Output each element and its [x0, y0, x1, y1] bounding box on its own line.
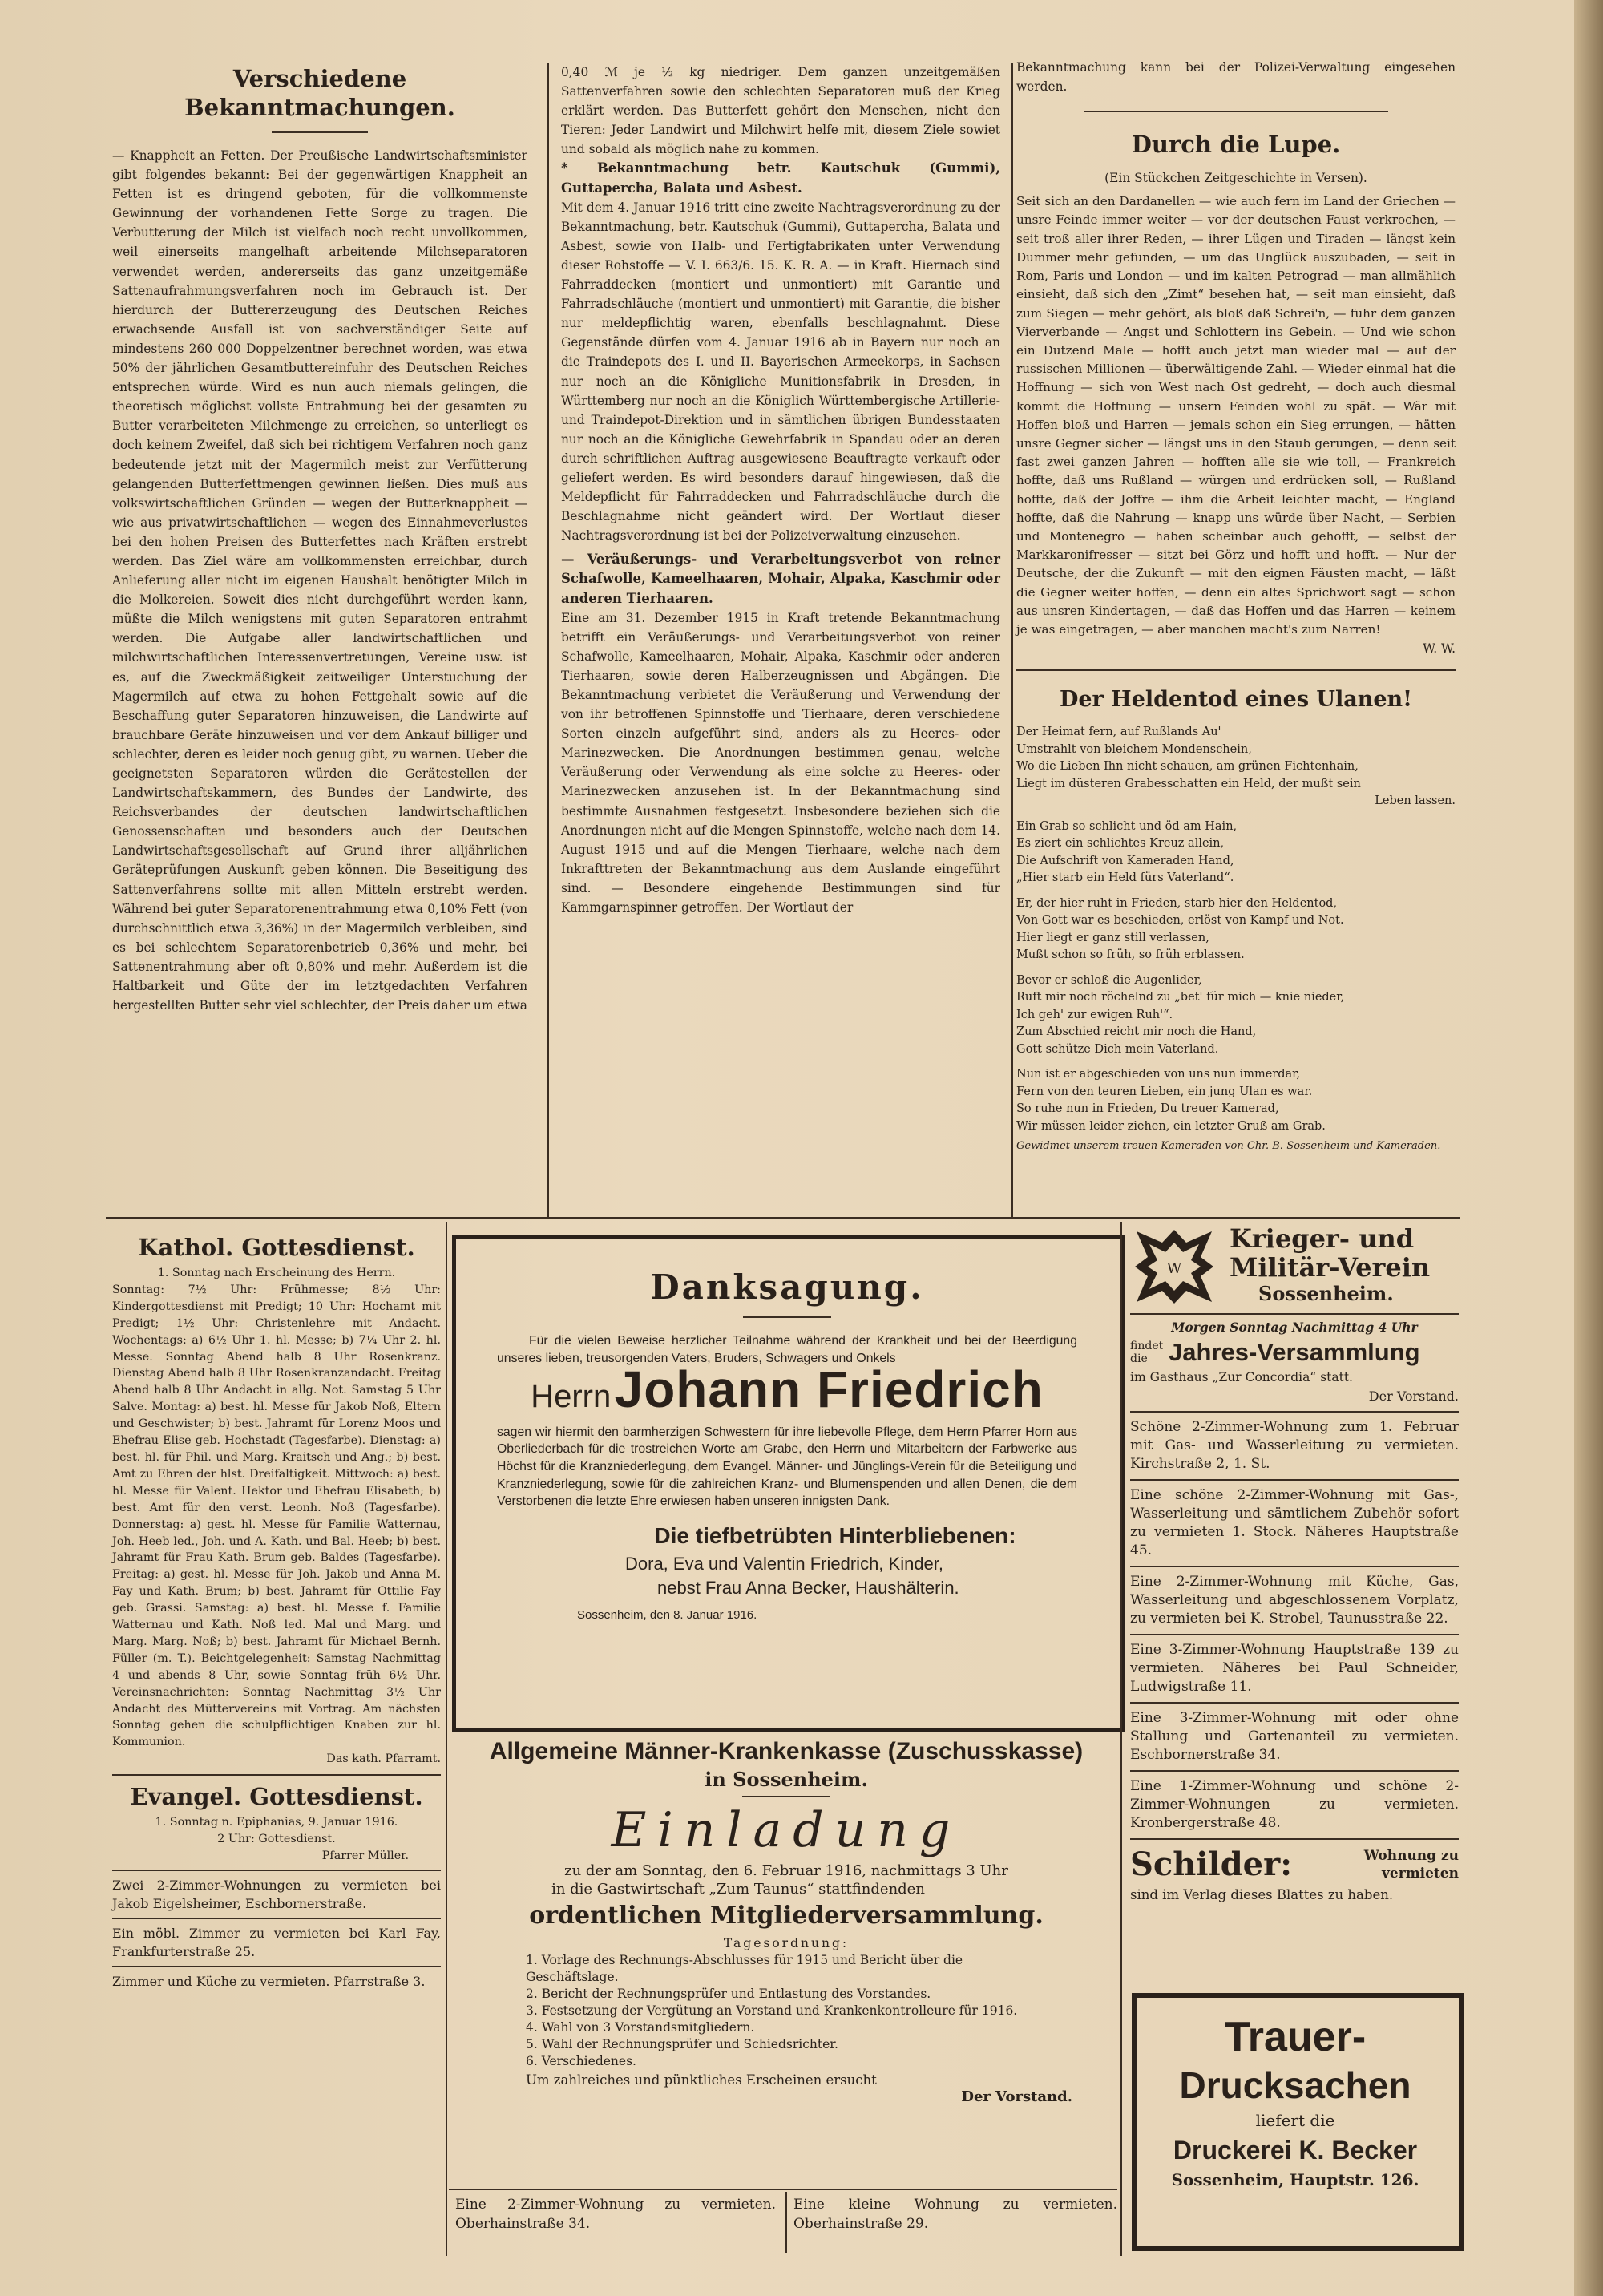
bottom-left-column: [112, 1233, 441, 1991]
evangel-heading: Evangel. Gottesdienst.: [130, 1783, 423, 1811]
right-column: [1130, 1223, 1459, 1904]
ad-oberhain-34: [455, 2195, 776, 2233]
rule: [1130, 1411, 1459, 1413]
danksagung-date: Sossenheim, den 8. Januar 1916.: [577, 1607, 757, 1622]
mourners: Die tiefbetrübten Hinterbliebenen:: [654, 1522, 1016, 1548]
column-rule: [547, 63, 549, 1217]
danksagung-title: Danksagung.: [650, 1267, 924, 1307]
poem-line: Von Gott war es beschieden, erlöst von Kampf und Not.: [1016, 914, 1344, 928]
right-ads: [1130, 1411, 1459, 1840]
poem-line: Leben lassen.: [1375, 794, 1456, 808]
agenda-item: 4. Wahl von 3 Vorstandsmitgliedern.: [526, 2020, 755, 2035]
wolle-heading: — Veräußerungs- und Verarbeitungsverbot von reiner Schafwolle, Kameelhaaren, Mohair, Alpaka, Kaschmir oder anderen Tierhaaren.: [561, 552, 1000, 606]
kautschuk-text: Mit dem 4. Januar 1916 tritt eine zweite Nachtragsverordnung zu der Bekanntmachung, betr. Kautschuk (Gummi), Guttapercha, Balata und Asbest, sowie von Halb- und Fertigfabrikaten unter Verwendung dieser Rohstoffe — V. I. 663/6. 15. K. R. A. — in Kraft. Hiernach sind Fahrraddecken (montiert und unmontiert) mit Garantie und Fahrradschläuche (montiert und unmontiert) mit Garantie, die bisher nur meldepflichtig waren, ebenfalls beschlagnahmt. Diese Gegenstände dürfen vom 4. Januar 1916 ab in Bayern nur noch an die Traindepots des I. und II. Bayerischen Armeekorps, in Sachsen nur noch an die Königliche Munitionsfabrik in Dresden, in Württemberg nur noch an die Königlich Württembergische Artillerie- und Traindepot-Direktion und in sämtlichen übrigen Bundesstaaten nur noch an die Königliche Gewehrfabrik in Spandau oder an deren durch schriftlichen Auftrag ausgewiesene Beauftragte verkauft oder geliefert werden. Es wird besonders darauf hingewiesen, daß die Meldepflicht für Fahrraddecken und Fahrradschläuche durch die Beschlagnahme nicht geändert wird. Der Wortlaut dieser Nachtragsverordnung ist bei der Polizeiverwaltung einzusehen.: [561, 200, 1000, 544]
rule: [743, 1316, 831, 1318]
page-edge: [1574, 0, 1603, 2296]
poem-line: Wo die Lieben Ihn nicht schauen, am grünen Fichtenhain,: [1016, 760, 1359, 774]
ad-kueche: Zimmer und Küche zu vermieten. Pfarrstraße 3.: [112, 1973, 426, 1989]
column-rule: [446, 1222, 447, 2256]
verein-block: [1130, 1223, 1459, 1310]
schilder-block: [1130, 1845, 1459, 1886]
agenda-item: 2. Bericht der Rechnungsprüfer und Entlastung des Vorstandes.: [526, 1987, 931, 2001]
schilder-label: Schilder:: [1130, 1845, 1292, 1883]
poem-line: Bevor er schloß die Augenlider,: [1016, 973, 1202, 987]
name-line: [497, 1360, 1077, 1419]
poem-line: [1016, 887, 1456, 895]
jahres-versammlung: Jahres-Versammlung: [1169, 1338, 1420, 1366]
trauer-2: Drucksachen: [1179, 2064, 1411, 2106]
svg-text:W: W: [1166, 1260, 1182, 1277]
evangel-pastor: Pfarrer Müller.: [321, 1849, 409, 1862]
rule: [1130, 1313, 1459, 1315]
article-cont: 0,40 ℳ je ½ kg niedriger. Dem ganzen unzeitgemäßen Sattenverfahren sowie den schlechten Separatoren muß der Krieg erklärt werden. Das Butterfett gehört den Menschen, nicht den Tieren: Jeder Landwirt und Milchwirt helfe mit, diesem Ziele sowiet und sobald als möglich nahe zu kommen.: [561, 65, 1000, 157]
kathol-text: Sonntag: 7½ Uhr: Frühmesse; 8½ Uhr: Kindergottesdienst mit Predigt; 10 Uhr: Hochamt mit Predigt; 1½ Uhr: Christenlehre mit Andacht. Wochentags: a) 6½ Uhr 1. hl. Messe; b) 7¼ Uhr 2. hl. Messe. Sonntag Abend halb 8 Uhr Rosenkranz. Dienstag Abend halb 8 Uhr Rosenkranzandacht. Freitag Abend halb 8 Uhr Andacht in allg. Not. Samstag 5 Uhr Salve. Montag: a) best. hl. Messe für Jakob Noß, Eltern und Geschwister; b) best. Jahramt für Lorenz Moos und Ehefrau Elise geb. Hochstadt (Tagesfarbe). Dienstag: a) best. hl. für Phil. und Marg. Kraitsch und Ang.; b) best. Amt zu Ehren der hlst. Dreifaltigkeit. Mittwoch: a) best. hl. Messe für Valent. Hektor und Ehefrau Elisabeth; b) best. Amt für den verst. Leonh. Noß (Tagesfarbe). Donnerstag: a) gest. hl. Messe für Familie Watternau, Joh. Heeb led., Joh. und A. Kath. und Bal. Heeb; b) best. Jahramt für Frau Kath. Brum geb. Baldes (Tagesfarbe). Freitag: a) gest. hl. Messe für Joh. Jakob und Anna M. Fay und Kath. Brum; b) best. Jahramt für Ottilie Fay geb. Grassi. Samstag: a) best. hl. Messe f. Familie Watternau und Kath. Noß led. Mal und Marg. und Marg. Marg. Noß; b) best. Jahramt für Michael Bernh. Füller (m. T.). Beichtgelegenheit: Samstag Nachmittag 4 und abends 8 Uhr, sowie Sonntag früh 6½ Uhr. Vereinsnachrichten: Sonntag Nachmittag 3½ Uhr Andacht des Müttervereins mit Vortrag. Am nächsten Sonntag gehen die schulpflichtigen Knaben zur hl. Kommunion.: [112, 1283, 441, 1749]
danksagung-body: sagen wir hiermit den barmherzigen Schwestern für ihre liebevolle Pflege, dem Herrn Pfarrer Horn aus Oberliederbach für die trostreichen Worte am Grabe, den Herrn und Mitarbeitern der Farbwerke aus Höchst für die Kranzniederlegung, dem Evangel. Männer- und Jünglings-Verein für die Beteiligung und Kranzniederlegung, sowie für die zahlreichen Kranz- und Blumenspenden und allen Denen, die dem Verstorbenen die letzte Ehre erwiesen haben unseren innigsten Dank.: [497, 1425, 1077, 1509]
agenda-item: 5. Wahl der Rechnungsprüfer und Schiedsrichter.: [526, 2037, 838, 2051]
agenda-item: 6. Verschiedenes.: [526, 2054, 636, 2068]
agenda-item: 3. Festsetzung der Vergütung an Vorstand und Krankenkontrolleure für 1916.: [526, 2003, 1018, 2018]
rule: [1130, 1770, 1459, 1772]
rule: [112, 1918, 441, 1919]
kasse-title: Allgemeine Männer-Krankenkasse (Zuschusskasse): [489, 1738, 1084, 1764]
classified-ad: Eine 2-Zimmer-Wohnung mit Küche, Gas, Wasserleitung und abgeschlossenem Vorplatz, zu vermieten bei K. Strobel, Taunusstraße 22.: [1130, 1574, 1459, 1627]
schilder-text: Wohnung zu vermieten: [1363, 1848, 1459, 1882]
column-2: [561, 63, 1000, 917]
column-rule: [785, 2192, 787, 2253]
krankenkasse: [454, 1736, 1119, 2105]
poem-line: Der Heimat fern, auf Rußlands Au': [1016, 726, 1221, 739]
trauer-3: liefert die: [1255, 2111, 1335, 2130]
kathol-subtitle: 1. Sonntag nach Erscheinung des Herrn.: [157, 1267, 396, 1279]
ad-zimmer: Ein möbl. Zimmer zu vermieten bei Karl Fay, Frankfurterstraße 25.: [112, 1925, 441, 1959]
danksagung-intro: Für die vielen Beweise herzlicher Teilnahme während der Krankheit und bei der Beerdigung unseres lieben, treusorgenden Vaters, Bruders, Schwagers und Onkels: [497, 1334, 1077, 1365]
schilder-info: sind im Verlag dieses Blattes zu haben.: [1130, 1887, 1394, 1902]
poem-line: Nun ist er abgeschieden von uns nun immerdar,: [1016, 1068, 1301, 1081]
rule: [449, 2189, 1117, 2190]
poem-line: Hier liegt er ganz still verlassen,: [1016, 931, 1209, 944]
classified-ad: Schöne 2-Zimmer-Wohnung zum 1. Februar mit Gas- und Wasserleitung zu vermieten. Kirchstraße 2, 1. St.: [1130, 1419, 1459, 1472]
evangel-date: 1. Sonntag n. Epiphanias, 9. Januar 1916.: [155, 1816, 398, 1829]
rule: [742, 1796, 830, 1797]
verein-ort: im Gasthaus „Zur Concordia“ statt.: [1130, 1370, 1353, 1384]
kasse-subtitle: in Sossenheim.: [705, 1768, 868, 1791]
classified-ad: Eine 3-Zimmer-Wohnung Hauptstraße 139 zu vermieten. Näheres bei Paul Schneider, Ludwigstraße 11.: [1130, 1642, 1459, 1695]
dedication: Gewidmet unserem treuen Kameraden von Chr. B.-Sossenheim und Kameraden.: [1016, 1140, 1441, 1153]
section-rule: [106, 1217, 1460, 1219]
agenda-item: 1. Vorlage des Rechnungs-Abschlusses für 1915 und Bericht über die Geschäftslage.: [526, 1953, 963, 1984]
kasse-signature: Der Vorstand.: [961, 2088, 1072, 2105]
deceased-name: Johann Friedrich: [614, 1360, 1044, 1419]
verein-morgen: Morgen Sonntag Nachmittag 4 Uhr: [1171, 1320, 1418, 1335]
poem-line: Ein Grab so schlicht und öd am Hain,: [1016, 819, 1238, 833]
kathol-signature: Das kath. Pfarramt.: [326, 1752, 441, 1766]
findet-label: findet die: [1130, 1340, 1164, 1365]
poem-line: [1016, 1058, 1456, 1066]
poem-line: Er, der hier ruht in Frieden, starb hier den Heldentod,: [1016, 896, 1338, 910]
poem-line: Umstrahlt von bleichem Mondenschein,: [1016, 742, 1252, 756]
poem-line: So ruhe nun in Frieden, Du treuer Kamerad,: [1016, 1102, 1279, 1116]
rule: [272, 131, 368, 133]
poem-line: [1016, 964, 1456, 972]
tagesordnung-heading: Tagesordnung:: [723, 1936, 850, 1950]
rule: [1130, 1838, 1459, 1840]
rule: [112, 1966, 441, 1967]
evangel-time: 2 Uhr: Gottesdienst.: [217, 1833, 336, 1846]
column-rule: [1011, 63, 1013, 1217]
einladung-line2: in die Gastwirtschaft „Zum Taunus“ stattfindenden: [551, 1881, 925, 1898]
verein-vorstand: Der Vorstand.: [1368, 1389, 1459, 1404]
poem-line: Liegt im düsteren Grabesschatten ein Held, der mußt sein: [1016, 777, 1361, 790]
poem-line: Ruft mir noch röchelnd zu „bet' für mich — knie nieder,: [1016, 991, 1345, 1004]
herrn-label: Herrn: [531, 1379, 612, 1415]
einladung-title: Einladung: [611, 1802, 962, 1858]
trauer-drucksachen: [1141, 2012, 1449, 2192]
kathol-heading: Kathol. Gottesdienst.: [138, 1234, 415, 1261]
column-continuation: Bekanntmachung kann bei der Polizei-Verwaltung eingesehen werden.: [1016, 60, 1456, 95]
poem-line: Die Aufschrift von Kameraden Hand,: [1016, 854, 1234, 867]
lupe-text: Seit sich an den Dardanellen — wie auch fern im Land der Griechen — unsre Feinde immer weiter — vor der deutschen Faust verkrochen, — seit troß aller ihrer Reden, — ihrer Lügen und Tiraden — längst kein Dummer mehr gefunden, — um das Unglück auszubaden, — seit in Rom, Paris und London — und im kalten Petrograd — man allmählich einsieht, daß sich den „Zimt“ besehen hat, — seit man einsieht, daß zum Siegen — mehr gehört, als bloß daß Schrei'n, — fuhr dem ganzen Vierverbande — Angst und Schlottern ins Gebein. — Und wie schon ein Dutzend Male — hofft auch jetzt man wieder mal — auf der russischen Millionen — überwältigende Zahl. — Wieder einmal hat die Hoffnung — sich von West nach Ost gedreht, — doch auch diesmal kommt die Hoffnung — unsern Feinden wohl zu spät. — Wär mit Hoffen bloß und Harren — jemals schon ein Sieg errungen, — hätten unsre Gegner sicher — längst uns in den Staub gerungen, — denn seit fast zwei ganzen Jahren — hofften alle sie wie toll, — Frankreich hoffte, daß uns Rußland — würgen und erdrücken soll, — Rußland hoffte, daß der Joffre — ihm die Arbeit leichter macht, — England hoffte, daß die Nahrung — knapp uns würde über Nacht, — Serbien und Montenegro — haben scheinbar auch gehofft, — selbst der Markkaronifresser — sitzt bei Görz und hofft und hofft. — Nur der Deutsche, der die Zukunft — mit den eignen Fäusten macht, — läßt die Gegner weiter hoffen, — denn ein altes Sprichwort sagt — schon aus unsren Kindertagen, — daß das Hoffen und das Harren — keinem je was eingetragen, — aber manchen macht's zum Narren!: [1016, 194, 1456, 637]
ad-oberhain-29: [793, 2195, 1117, 2233]
poem-line: [1016, 810, 1456, 819]
rule: [1130, 1634, 1459, 1635]
ad-wohnung: Zwei 2-Zimmer-Wohnungen zu vermieten bei Jakob Eigelsheimer, Eschbornerstraße.: [112, 1877, 441, 1911]
rule: [1016, 669, 1456, 671]
rule: [1130, 1479, 1459, 1481]
classified-ad: Eine schöne 2-Zimmer-Wohnung mit Gas-, Wasserleitung und sämtlichem Zubehör sofort zu vermieten 1. Stock. Näheres Hauptstraße 45.: [1130, 1487, 1459, 1558]
iron-cross-icon: [1130, 1225, 1218, 1308]
jv-line: [1130, 1336, 1459, 1368]
trauer-1: Trauer-: [1224, 2014, 1367, 2060]
classified-ad: Eine 1-Zimmer-Wohnung und schöne 2-Zimmer-Wohnungen zu vermieten. Kronbergerstraße 48.: [1130, 1778, 1459, 1831]
rule: [1130, 1566, 1459, 1567]
trauer-5: Sossenheim, Hauptstr. 126.: [1171, 2170, 1419, 2189]
rule: [1130, 1702, 1459, 1704]
ad-text: Eine 2-Zimmer-Wohnung zu vermieten. Oberhainstraße 34.: [455, 2197, 776, 2232]
rule: [112, 1870, 441, 1871]
kasse-closing: Um zahlreiches und pünktliches Erscheinen ersucht: [526, 2072, 877, 2088]
col1-heading: Verschiedene Bekanntmachungen.: [184, 65, 455, 121]
article-fett: — Knappheit an Fetten. Der Preußische Landwirtschaftsminister gibt folgendes bekannt: Bei der gegenwärtigen Knappheit an Fetten ist es dringend geboten, für die vollkommenste Gewinnung der vorhandenen Fette Sorge zu tragen. Die Verbutterung der Milch ist vielfach noch recht unvollkommen, weil einerseits mangelhaft arbeitende Milchseparatoren verwendet werden, andererseits das ganz unzeitgemäße Sattenaufrahmungsverfahren noch im Gebrauch ist. Der hierdurch der Buttererzeugung des Deutschen Reiches erwachsende Ausfall ist von sachverständiger Seite auf mindestens 260 000 Doppelzentner berechnet worden, was etwa 50% der jährlichen Gesamtbuttereinfuhr des Deutschen Reiches entsprechen würde. Wird es nun auch niemals gelingen, die theoretisch möglichst vollste Entrahmung bei der gesamten zu Butter verarbeiteten Milchmenge zu erreichen, so unterliegt es doch keinem Zweifel, daß sich bei richtigem Verfahren noch ganz bedeutende jetzt mit der Magermilch meist zur Verfütterung gelangenden Butterfettmengen gewinnen ließen. Dies muß aus volkswirtschaftlichen Gründen — wegen der Butterknappheit — wie aus privatwirtschaftlichen — wegen des Einnahmeverlustes bei den hohen Preisen des Butterfettes nach Kräften erstrebt werden. Das Ziel wäre am vollkommensten erreichbar, durch Anlieferung aller nicht im eigenen Haushalt benötigter Milch in die Molkereien. Soweit dies nicht durchgeführt werden kann, müßte die Milch wenigstens mit guten Separatoren entrahmt werden. Die Aufgabe aller landwirtschaftlichen und milchwirtschaftlichen Interessenvertretungen, Vereine usw. ist es, auf die Zweckmäßigkeit zeitweiliger Unterstuchung der Magermilch auf etwa zu hohen Fettgehalt sowie auf die Beschaffung guter Separatoren hinzuweisen, die Landwirte auf brauchbare Geräte hinzuweisen und vor dem Ankauf billiger und schlechter, deren es leider noch genug gibt, zu warnen. Ueber die geeignetsten Separatoren würden die Gerätestellen der Landwirtschaftskammern, des Bundes der Landwirte, des Reichsverbandes der deutschen landwirtschaftlichen Genossenschaften und besonders auch der Deutschen Landwirtschaftsgesellschaft auf Grund ihrer alljährlichen Geräteprüfungen Auskunft geben können. Die Beseitigung des Sattenverfahrens sollte mit allen Mitteln erstrebt werden. Während bei guter Separatorenentrahmung etwa 0,10% Fett (von durchschnittlich etwa 3,36%) in der Magermilch verbleiben, sind es bei schlechtem Separatorenbetrieb 0,36% und mehr, bei Sattenentrahmung aber oft 0,80% und mehr. Außerdem ist die Haltbarkeit und Güte der im letztgedachten Verfahren hergestellten Butter sehr viel schlechter, der Preis daher um etwa: [112, 148, 527, 1013]
poem-line: Ich geh' zur ewigen Ruh'“.: [1016, 1008, 1173, 1021]
rule: [1084, 111, 1388, 112]
poem-line: Zum Abschied reicht mir noch die Hand,: [1016, 1025, 1257, 1039]
poem-line: „Hier starb ein Held fürs Vaterland“.: [1016, 871, 1234, 885]
column-1: [112, 64, 527, 1015]
column-rule: [1120, 1222, 1122, 2256]
lupe-heading: Durch die Lupe.: [1131, 131, 1341, 159]
danksagung: [497, 1265, 1077, 1623]
poem-line: Gott schütze Dich mein Vaterland.: [1016, 1042, 1219, 1056]
einladung-line1: zu der am Sonntag, den 6. Februar 1916, nachmittags 3 Uhr: [564, 1862, 1008, 1879]
classified-ad: Eine 3-Zimmer-Wohnung mit oder ohne Stallung und Gartenanteil zu vermieten. Eschbornerstraße 34.: [1130, 1710, 1459, 1763]
column-3: [1016, 58, 1456, 1154]
ad-text: Eine kleine Wohnung zu vermieten. Oberhainstraße 29.: [793, 2197, 1117, 2232]
verein-name-3: Sossenheim.: [1258, 1282, 1394, 1305]
trauer-4: Druckerei K. Becker: [1173, 2136, 1418, 2165]
rule: [112, 1774, 441, 1776]
heldentod-heading: Der Heldentod eines Ulanen!: [1059, 687, 1413, 713]
kautschuk-heading: * Bekanntmachung betr. Kautschuk (Gummi), Guttapercha, Balata und Asbest.: [561, 160, 1000, 196]
wolle-text: Eine am 31. Dezember 1915 in Kraft tretende Bekanntmachung betrifft ein Veräußerungs- und Verarbeitungsverbot von reiner Schafwolle, Kameelhaaren, Mohair, Alpaka, Kaschmir oder anderen Tierhaaren, sowie deren Halberzeugnissen und Abgängen. Die Bekanntmachung verbietet die Veräußerung und Verwendung der von ihr betroffenen Spinnstoffe und Tierhaare, deren verschiedene Sorten einzeln aufgeführt sind, anders als zu Heeres- oder Marinezwecken. Die Anordnungen bestimmen genau, welche Veräußerung oder Verwendung als eine solche zu Heeres- oder Marinezwecken anzusehen ist. In der Bekanntmachung sind bestimmte Ausnahmen festgesetzt. Insbesondere beziehen sich die Anordnungen nicht auf die Mengen Spinnstoffe, welche nach dem 14. August 1915 und auf die Mengen Tierhaare, welche nach dem Inkrafttreten der Bekanntmachung aus dem Auslande eingeführt sind. — Besondere eingehende Bestimmungen sind für Kammgarnspinner getroffen. Der Wortlaut der: [561, 610, 1000, 916]
verein-name-2: Militär-Verein: [1230, 1252, 1431, 1283]
poem-line: Wir müssen leider ziehen, ein letzter Gruß am Grab.: [1016, 1119, 1326, 1133]
verein-name-1: Krieger- und: [1230, 1223, 1415, 1254]
poem-line: Es ziert ein schlichtes Kreuz allein,: [1016, 837, 1225, 851]
tagesordnung-list: [454, 1952, 1047, 2070]
mourners-names: Dora, Eva und Valentin Friedrich, Kinder,: [625, 1553, 944, 1574]
lupe-signature: W. W.: [1423, 641, 1456, 657]
heldentod-poem: [1016, 724, 1456, 1135]
poem-line: Fern von den teuren Lieben, ein jung Ulan es war.: [1016, 1085, 1313, 1098]
einladung-line3: ordentlichen Mitgliederversammlung.: [529, 1902, 1044, 1930]
mourners-names-2: nebst Frau Anna Becker, Haushälterin.: [657, 1577, 959, 1598]
lupe-subtitle: (Ein Stückchen Zeitgeschichte in Versen).: [1104, 171, 1367, 186]
poem-line: Mußt schon so früh, so früh erblassen.: [1016, 948, 1245, 962]
